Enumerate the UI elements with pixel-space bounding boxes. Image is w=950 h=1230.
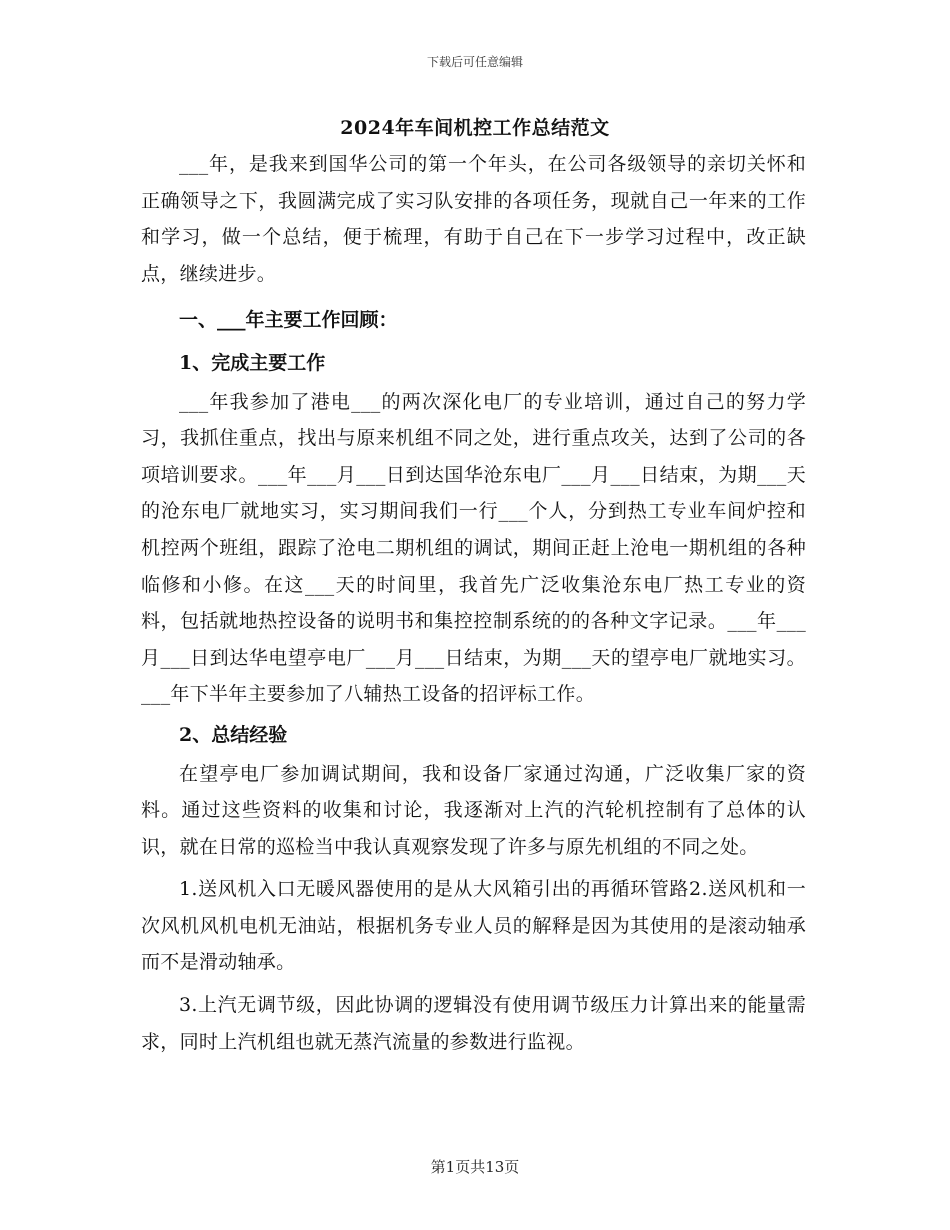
header-note: 下载后可任意编辑 (426, 55, 523, 69)
document-body (141, 146, 806, 1060)
list-item-3: 3.上汽无调节级，因此协调的逻辑没有使用调节级压力计算出来的能量需求，同时上汽机组也就无蒸汽流量的参数进行监视。 (141, 994, 806, 1053)
section-heading-review: 一、___年主要工作回顾： (179, 309, 398, 332)
experience-paragraph: 在望亭电厂参加调试期间，我和设备厂家通过沟通，广泛收集厂家的资料。通过这些资料的收集和讨论，我逐渐对上汽的汽轮机控制有了总体的认识，就在日常的巡检当中我认真观察发现了许多与原先机组的不同之处。 (141, 762, 806, 858)
intro-paragraph: ___年，是我来到国华公司的第一个年头，在公司各级领导的亲切关怀和正确领导之下，我圆满完成了实习队安排的各项任务，现就自己一年来的工作和学习，做一个总结，便于梳理，有助于自己在下一步学习过程中，改正缺点，继续进步。 (141, 153, 806, 285)
subsection-heading-main-work: 1、完成主要工作 (179, 351, 326, 374)
document-title: 2024年车间机控工作总结范文 (340, 117, 610, 139)
main-work-paragraph: ___年我参加了港电___的两次深化电厂的专业培训，通过自己的努力学习，我抓住重点，找出与原来机组不同之处，进行重点攻关，达到了公司的各项培训要求。___年___月___日到达国华沧东电厂___月___日结束，为期___天的沧东电厂就地实习，实习期间我们一行___个人，分到热工专业车间炉控和机控两个班组，跟踪了沧电二期机组的调试，期间正赶上沧电一期机组的各种临修和小修。在这___天的时间里，我首先广泛收集沧东电厂热工专业的资料，包括就地热控设备的说明书和集控控制系统的的各种文字记录。___年___月___日到达华电望亭电厂___月___日结束，为期___天的望亭电厂就地实习。___年下半年主要参加了八辅热工设备的招评标工作。 (141, 390, 806, 706)
page-footer: 第1页共13页 (430, 1158, 520, 1176)
subsection-heading-experience: 2、总结经验 (179, 723, 288, 746)
list-item-1-2: 1.送风机入口无暖风器使用的是从大风箱引出的再循环管路2.送风机和一次风机风机电机无油站，根据机务专业人员的解释是因为其使用的是滚动轴承而不是滑动轴承。 (141, 878, 806, 974)
